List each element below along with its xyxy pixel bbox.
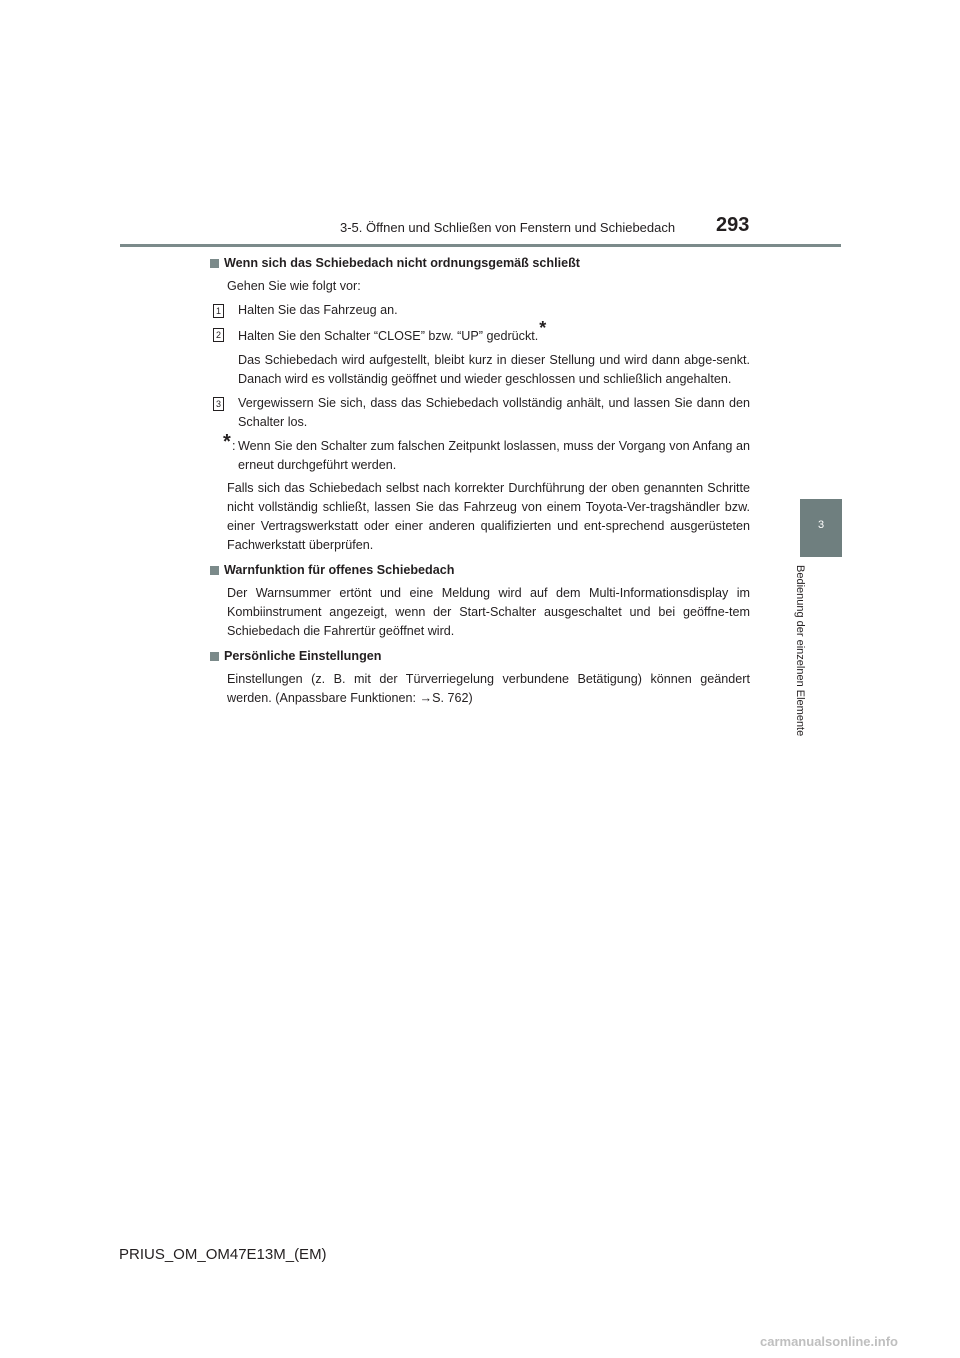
footnote-asterisk-icon: * (223, 431, 231, 453)
step-number-box: 3 (213, 397, 224, 411)
step-text: Halten Sie das Fahrzeug an. (238, 303, 398, 317)
header-divider (120, 244, 841, 247)
footnote-asterisk-icon: * (539, 318, 547, 338)
warning-text: Der Warnsummer ertönt und eine Meldung wird auf dem Multi-Informationsdisplay im Kombiinstrument angezeigt, wenn der Start-Schalter ausgeschaltet und bei geöffne-tem Schiebedach die Fahrertür geöffnet wird. (227, 586, 750, 638)
step-text: Halten Sie den Schalter “CLOSE” bzw. “UP” gedrückt. (238, 329, 539, 343)
chapter-title-vertical (788, 565, 810, 765)
chapter-number: 3 (817, 519, 825, 531)
section-heading-warning: Warnfunktion für offenes Schiebedach (210, 561, 750, 580)
page-number: 293 (716, 214, 750, 236)
document-code: PRIUS_OM_OM47E13M_(EM) (119, 1246, 327, 1263)
closing-text: Falls sich das Schiebedach selbst nach korrekter Durchführung der oben genannten Schritte nicht vollständig schließt, lassen Sie das Fahrzeug von einem Toyota-Ver-tragshändler bzw. einer Vertragswerkstatt oder einer anderen qualifizierten und ent-sprechend ausgerüsteten Fachwerkstatt überprüfen. (227, 481, 750, 552)
intro-text: Gehen Sie wie folgt vor: (227, 279, 361, 293)
footnote-text: Wenn Sie den Schalter zum falschen Zeitpunkt loslassen, muss der Vorgang von Anfang an erneut durchgeführt werden. (238, 439, 750, 472)
step-text: Vergewissern Sie sich, dass das Schiebedach vollständig anhält, und lassen Sie dann den Schalter los. (238, 396, 750, 429)
step-3 (215, 394, 750, 432)
section-warning (210, 561, 750, 641)
personal-settings-text: Einstellungen (z. B. mit der Türverriegelung verbundene Betätigung) können geändert werden. (Anpassbare Funktionen: →S. 762) (227, 672, 750, 705)
step-2-note: Das Schiebedach wird aufgestellt, bleibt kurz in dieser Stellung und wird dann abge-senkt. Danach wird es vollständig geöffnet und wieder geschlossen und schließlich angehalten. (238, 353, 750, 386)
watermark-text: carmanualsonline.info (760, 1334, 898, 1349)
step-number-box: 1 (213, 304, 224, 318)
footnote (221, 431, 750, 475)
section-personal-settings (210, 647, 750, 708)
heading-square-icon (210, 566, 219, 575)
heading-square-icon (210, 652, 219, 661)
chapter-title: Bedienung der einzelnen Elemente (794, 565, 806, 737)
step-2 (215, 318, 750, 346)
section-heading-personal-settings: Persönliche Einstellungen (210, 647, 750, 666)
heading-square-icon (210, 259, 219, 268)
footnote-colon: : (232, 439, 236, 453)
section-heading-roof-not-closing: Wenn sich das Schiebedach nicht ordnungsgemäß schließt (210, 254, 750, 273)
page-content (210, 254, 750, 708)
section-title: 3-5. Öffnen und Schließen von Fenstern und Schiebedach (340, 220, 676, 235)
step-number-box: 2 (213, 328, 224, 342)
step-1 (215, 301, 750, 320)
